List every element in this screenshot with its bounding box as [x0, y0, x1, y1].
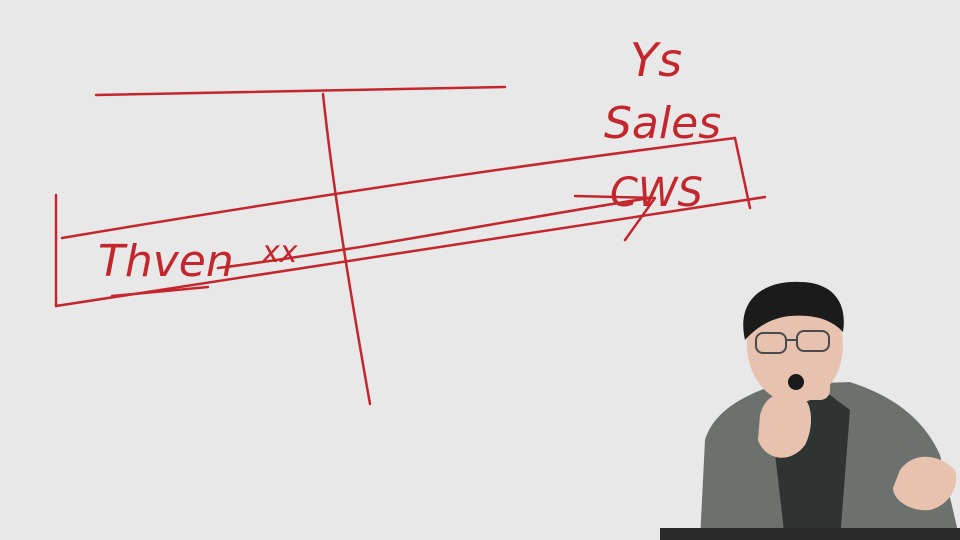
- label-cws: CWS: [610, 170, 703, 216]
- label-ys: Ys: [630, 33, 683, 87]
- marker-cap: [788, 374, 804, 390]
- label-xx: xx: [262, 235, 298, 270]
- label-thven: Thven: [98, 236, 234, 287]
- label-sales: Sales: [604, 98, 722, 149]
- desk-edge: [660, 528, 960, 540]
